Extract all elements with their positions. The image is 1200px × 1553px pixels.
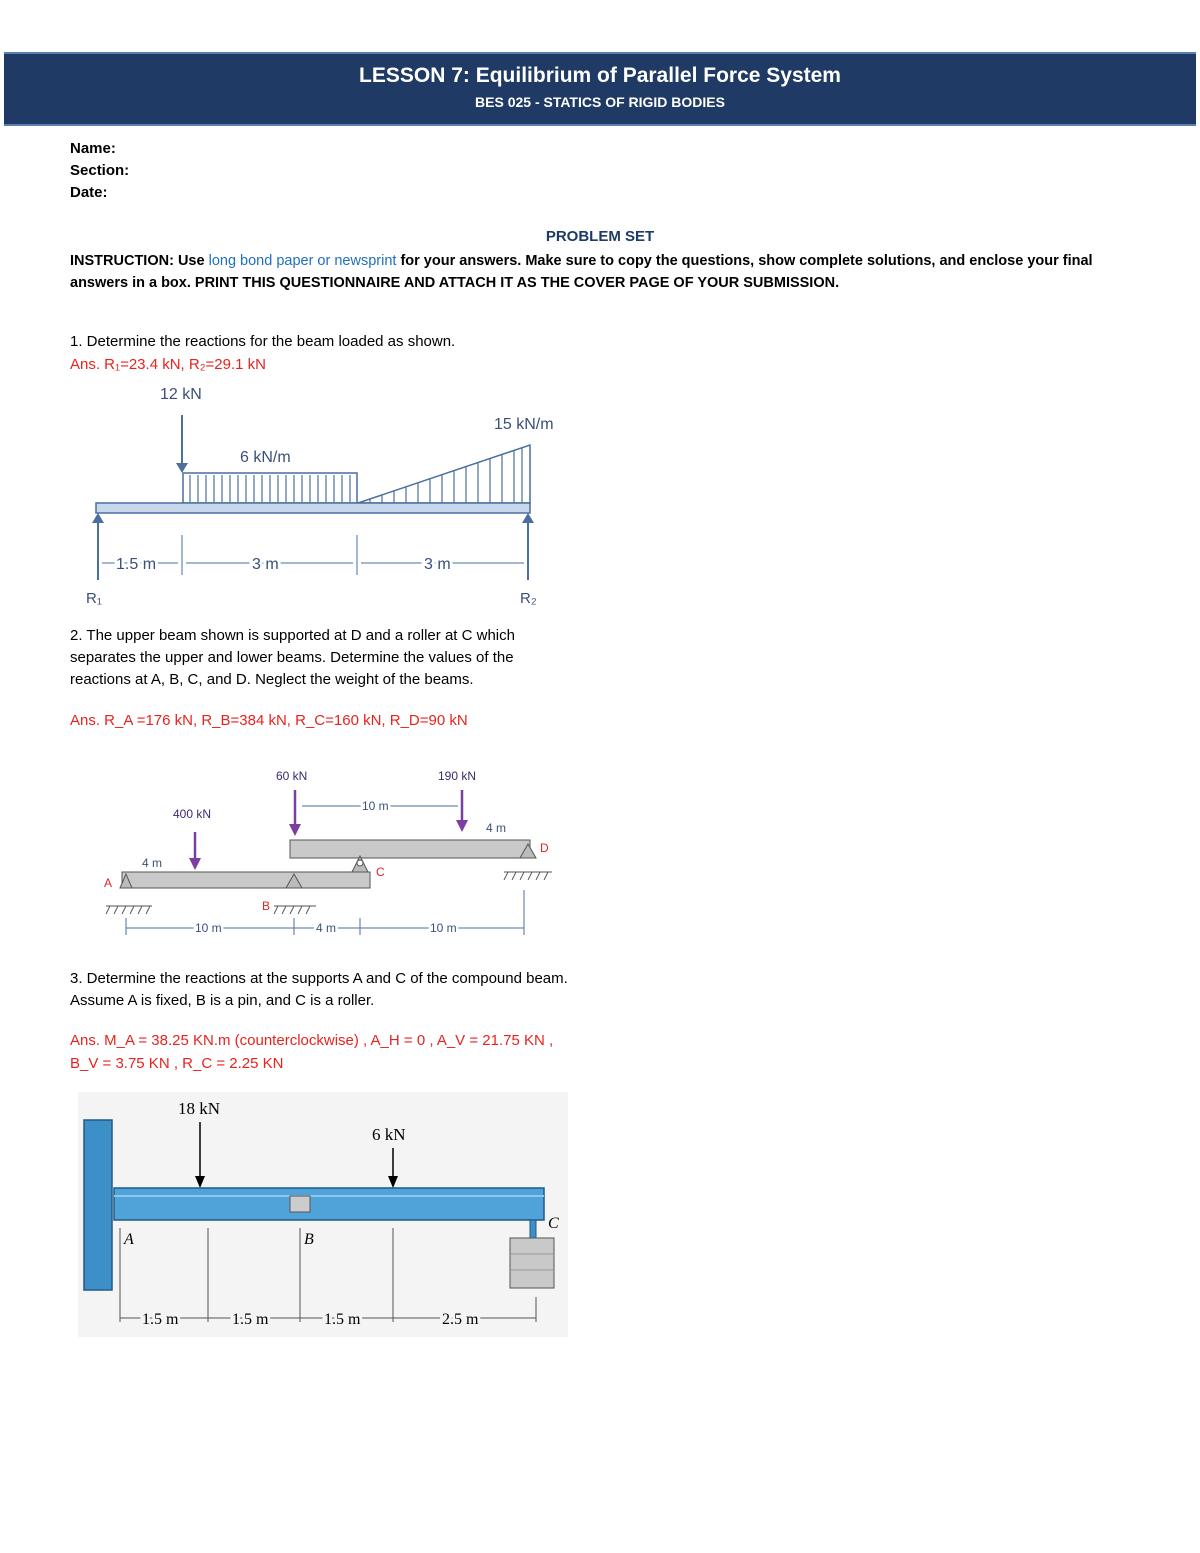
fig2-load1-label: 60 kN [276,769,308,783]
fig3-beam [114,1188,544,1220]
date-label: Date: [70,184,108,201]
fig1-dim2-label: 3 m [252,556,279,573]
section-label: Section: [70,162,130,179]
fig3-dim4: 2.5 m [442,1311,479,1328]
fig3-dim1: 1.5 m [142,1311,179,1328]
fig1-udl-label: 6 kN/m [240,449,291,466]
fig2-upper-beam [290,840,530,858]
fig2-bottom-10b: 10 m [430,921,457,935]
fig3-label-b: B [304,1231,314,1248]
fig2-ground-b [274,906,316,914]
fig2-dim-4m-left: 4 m [142,856,163,870]
fig2-ground-a [106,906,152,914]
problem-1-question: 1. Determine the reactions for the beam loaded as shown. [70,333,456,350]
fig2-bottom-10a: 10 m [195,921,222,935]
problem-2-figure [80,760,580,945]
fig3-support-block [510,1238,554,1288]
instruction-label: INSTRUCTION: [70,253,174,269]
student-fields [70,138,129,204]
fig2-load2-label: 190 kN [438,769,477,783]
lesson-title: LESSON 7: Equilibrium of Parallel Force System [359,64,841,87]
problem-3-figure [78,1092,568,1337]
fig2-top-dim-label: 10 m [362,799,389,813]
fig2-load3-label: 400 kN [173,807,212,821]
problem-3-answer-line2: B_V = 3.75 KN , R_C = 2.25 KN [70,1055,284,1072]
fig1-dim3-label: 3 m [424,556,451,573]
instruction-paper: long bond paper or newsprint [208,253,397,269]
instruction-use: Use [177,253,205,269]
fig1-beam [96,503,530,513]
problem-2-answer: Ans. R_A =176 kN, R_B=384 kN, R_C=160 kN, R_D=90 kN [70,712,468,729]
header-banner [4,52,1196,126]
fig2-label-c: C [376,865,385,879]
problem-3-question: 3. Determine the reactions at the supports A and C of the compound beam. Assume A is fixed, B is a pin, and C is a roller. [70,970,568,1009]
fig3-load1-label: 18 kN [178,1099,221,1118]
fig2-ground-d [504,872,552,880]
fig3-load2-label: 6 kN [372,1125,406,1144]
fig3-dim3: 1.5 m [324,1311,361,1328]
fig3-label-c: C [548,1215,559,1232]
instruction-paragraph [70,250,1140,294]
fig1-tri-block [358,445,530,503]
fig1-udl-hatch [190,475,350,502]
problem-1-figure [70,375,590,615]
fig3-roller-c [530,1220,536,1238]
fig1-dim1-label: 1.5 m [116,556,157,573]
fig2-lower-beam [122,872,370,888]
name-label: Name: [70,140,116,157]
problem-3-answer-line1: Ans. M_A = 38.25 KN.m (counterclockwise) , A_H = 0 , A_V = 21.75 KN , [70,1032,554,1049]
fig2-label-d: D [540,841,549,855]
fig2-dim-4m-right: 4 m [486,821,507,835]
fig2-bottom-4m: 4 m [316,921,337,935]
fig3-label-a: A [124,1231,134,1248]
fig2-label-a: A [104,876,113,890]
instruction-rest: for your answers. Make sure to copy the questions, show complete solutions, and enclose your final answers in a box. PRINT THIS QUESTIONNAIRE AND ATTACH IT AS THE COVER PAGE OF YOUR SUBMISSION. [70,253,1093,291]
fig1-point-load-label: 12 kN [160,386,202,403]
fig1-r1-label: R₁ [86,590,102,607]
fig1-tri-load-label: 15 kN/m [494,416,554,433]
fig3-dim2: 1.5 m [232,1311,269,1328]
fig1-r2-label: R₂ [520,590,537,607]
fig3-fixed-wall [84,1120,112,1290]
problem-set-title: PROBLEM SET [545,228,655,245]
fig1-point-load-head [176,463,188,473]
problem-1-answer: Ans. R₁=23.4 kN, R₂=29.1 kN [70,356,266,373]
course-subtitle: BES 025 - STATICS OF RIGID BODIES [475,94,725,110]
fig2-label-b: B [262,899,271,913]
fig3-hinge-b [290,1196,310,1212]
problem-2-question: 2. The upper beam shown is supported at D and a roller at C which separates the upper and lower beams. Determine the values of the reactions at A, B, C, and D. Neglect the weight of the beams. [70,627,515,688]
